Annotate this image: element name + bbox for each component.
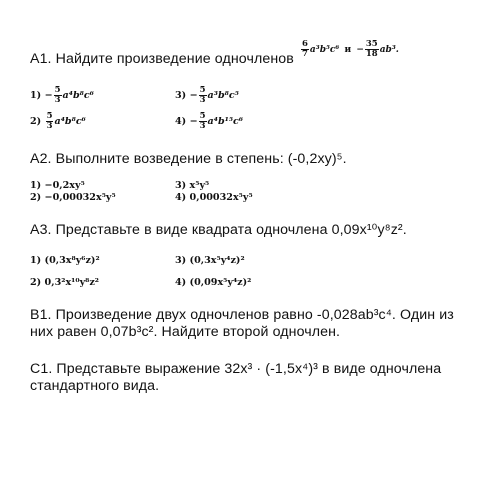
a1-option-4: 4) − $\frac{5}{3}$ a⁴b¹⁵c⁶ xyxy=(175,111,244,131)
question-a3-text: A3. Представьте в виде квадрата одночлена 0,09x¹⁰y⁸z². xyxy=(30,222,407,238)
question-c1 xyxy=(30,361,500,395)
question-b1 xyxy=(30,307,500,341)
question-a2 xyxy=(30,151,500,168)
question-a1 xyxy=(30,51,500,68)
question-a1-monomials xyxy=(300,40,399,59)
option-fraction: $\frac{5}{3}$ xyxy=(199,85,206,105)
a3-option-3: 3) (0,3x⁵y⁴z)² xyxy=(175,255,245,266)
monomial-2-rest: ab³. xyxy=(379,45,399,55)
a3-option-2: 2) 0,3²x¹⁰y⁸z² xyxy=(30,277,99,288)
fraction-2: $\frac{35}{18}$ xyxy=(365,39,378,59)
question-c1-line-2: стандартного вида. xyxy=(30,378,160,394)
a2-option-3: 3) x⁵y⁵ xyxy=(175,180,210,191)
fraction-1: $\frac{6}{7}$ xyxy=(302,39,308,59)
a1-option-3: 3) − $\frac{5}{3}$ a³b⁸c⁵ xyxy=(175,85,239,105)
a1-option-1: 1) − $\frac{5}{3}$ a⁴b⁸c⁶ xyxy=(30,85,94,105)
a2-option-1: 1) −0,2xy⁵ xyxy=(30,180,85,191)
question-a2-text: A2. Выполните возведение в степень: (-0,2xy)⁵. xyxy=(30,151,347,167)
monomial-1-rest: a³b⁵c⁶ xyxy=(309,45,340,55)
option-fraction: $\frac{5}{3}$ xyxy=(46,111,53,131)
a2-option-4: 4) 0,00032x⁵y⁵ xyxy=(175,192,253,203)
and-word: и xyxy=(344,45,352,55)
minus-sign: − xyxy=(356,45,364,55)
option-fraction: $\frac{5}{3}$ xyxy=(199,111,206,131)
question-a1-text: A1. Найдите произведение одночленов xyxy=(30,51,294,67)
a3-option-1: 1) (0,3x⁸y⁶z)² xyxy=(30,255,100,266)
question-b1-line-1: B1. Произведение двух одночленов равно -0,028ab³c⁴. Один из xyxy=(30,307,454,323)
option-fraction: $\frac{5}{3}$ xyxy=(54,85,61,105)
question-a3 xyxy=(30,222,500,239)
question-b1-line-2: них равен 0,07b³c². Найдите второй одночлен. xyxy=(30,324,341,340)
a1-option-2: 2) $\frac{5}{3}$ a⁴b⁸c⁶ xyxy=(30,111,86,131)
question-c1-line-1: C1. Представьте выражение 32x³ · (-1,5x⁴)³ в виде одночлена xyxy=(30,361,442,377)
a2-option-2: 2) −0,00032x⁵y⁵ xyxy=(30,192,116,203)
a3-option-4: 4) (0,09x⁵y⁴z)² xyxy=(175,277,252,288)
